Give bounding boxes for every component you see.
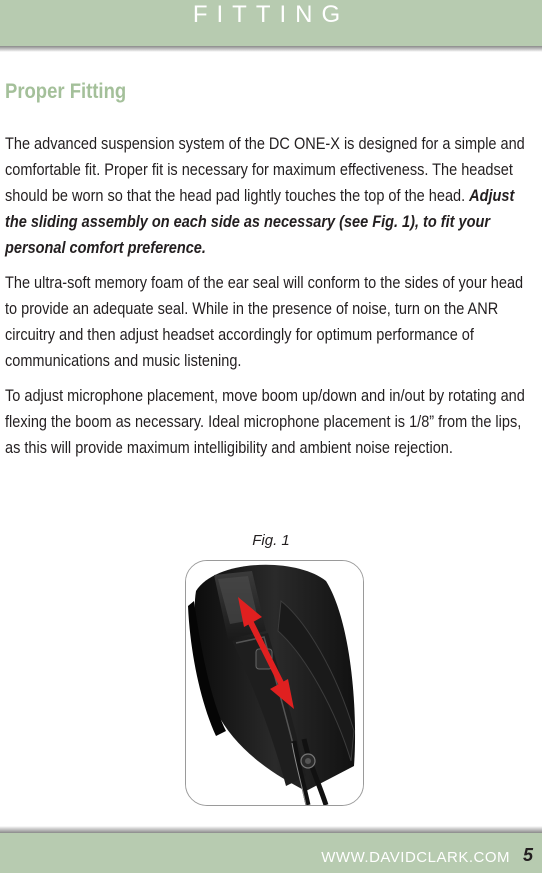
section-title: FITTING <box>192 1 350 28</box>
paragraph-ear-seal: The ultra-soft memory foam of the ear seal will conform to the sides of your head to provide an adequate seal. While in the presence of noise, turn on the ANR circuitry and then adjust headset accordingly for optimum performance of communications and music listening. <box>5 274 524 370</box>
paragraph-fit <box>5 131 538 261</box>
footer-url: WWW.DAVIDCLARK.COM <box>321 849 510 866</box>
header-divider <box>0 46 542 52</box>
paragraph-microphone: To adjust microphone placement, move boom up/down and in/out by rotating and flexing the boom as necessary. Ideal microphone placement is 1/8” from the lips, as this will provide maximum intelligibility and ambient noise rejection. <box>5 387 525 457</box>
paragraph-fit-text: The advanced suspension system of the DC ONE-X is designed for a simple and comfortable fit. Proper fit is necessary for maximum effectiveness. The headset should be worn so that the head pad lightly touches the top of the head. <box>5 135 525 205</box>
subheading: Proper Fitting <box>5 80 127 103</box>
figure-caption: Fig. 1 <box>252 532 290 549</box>
footer-divider <box>0 826 542 833</box>
header-band <box>0 0 542 46</box>
body-text <box>5 131 538 470</box>
paragraph-fit-emphasis: Adjust the sliding assembly on each side as necessary (see Fig. 1), to fit your personal comfort preference. <box>5 187 515 257</box>
page-number: 5 <box>522 845 533 865</box>
figure-image <box>185 560 364 806</box>
headset-slider-illustration <box>186 561 363 805</box>
